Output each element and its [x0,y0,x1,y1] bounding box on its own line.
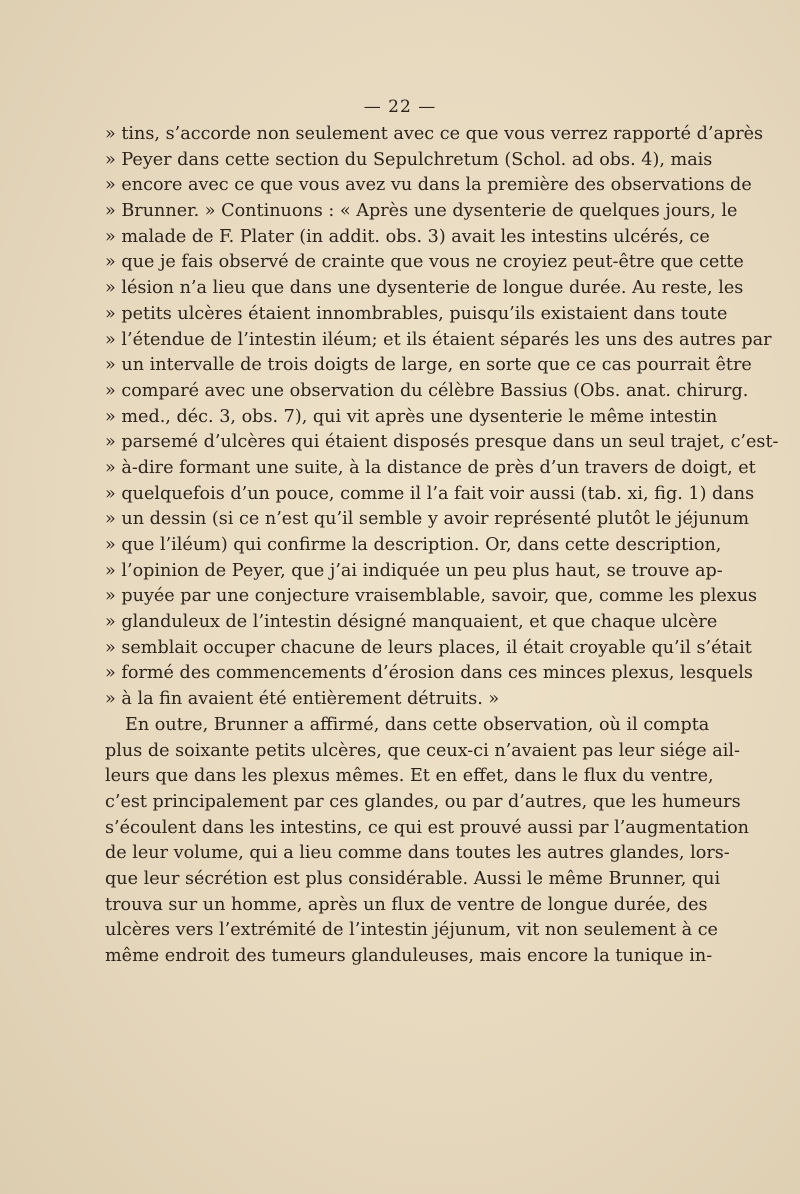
page-number: — 22 — [363,97,437,117]
text-line: s’écoulent dans les intestins, ce qui est prouvé aussi par l’augmentation [105,817,749,838]
text-line: » Brunner. » Continuons : « Après une dysenterie de quelques jours, le [105,201,738,222]
text-line: » un intervalle de trois doigts de large, en sorte que ce cas pourrait être [105,355,752,376]
text-line: » Peyer dans cette section du Sepulchretum (Schol. ad obs. 4), mais [105,149,713,170]
text-line: » tins, s’accorde non seulement avec ce que vous verrez rapporté d’après [105,124,764,144]
text-line: » glanduleux de l’intestin désigné manquaient, et que chaque ulcère [105,612,718,633]
text-line: » que l’iléum) qui confirme la description. Or, dans cette description, [105,535,722,555]
text-line: » que je fais observé de crainte que vous ne croyiez peut-être que cette [105,252,744,273]
text-line: de leur volume, qui a lieu comme dans toutes les autres glandes, lors- [105,843,730,864]
body-text [105,122,779,970]
text-line: c’est principalement par ces glandes, ou par d’autres, que les humeurs [105,791,741,812]
text-line: » comparé avec une observation du célèbre Bassius (Obs. anat. chirurg. [105,380,749,401]
text-line: même endroit des tumeurs glanduleuses, mais encore la tunique in- [105,946,713,966]
text-line: » un dessin (si ce n’est qu’il semble y avoir représenté plutôt le jéjunum [105,509,750,530]
text-line: » parsemé d’ulcères qui étaient disposés presque dans un seul trajet, c’est- [105,432,779,453]
text-line: trouva sur un homme, après un flux de ventre de longue durée, des [105,894,708,915]
text-line: » med., déc. 3, obs. 7), qui vit après une dysenterie le même intestin [105,406,718,427]
text-line: » quelquefois d’un pouce, comme il l’a fait voir aussi (tab. xi, fig. 1) dans [105,483,755,504]
text-line: » lésion n’a lieu que dans une dysenterie de longue durée. Au reste, les [105,278,744,299]
text-line: » formé des commencements d’érosion dans ces minces plexus, lesquels [105,663,753,684]
text-line: » malade de F. Plater (in addit. obs. 3) avait les intestins ulcérés, ce [105,226,710,247]
text-line: ulcères vers l’extrémité de l’intestin jéjunum, vit non seulement à ce [105,920,718,941]
text-line: plus de soixante petits ulcères, que ceux-ci n’avaient pas leur siége ail- [105,740,740,761]
text-line: » à la fin avaient été entièrement détruits. » [105,689,500,710]
text-line: » puyée par une conjecture vraisemblable, savoir, que, comme les plexus [105,586,758,607]
text-line: » encore avec ce que vous avez vu dans la première des observations de [105,175,752,196]
text-line: leurs que dans les plexus mêmes. Et en effet, dans le flux du ventre, [105,766,714,787]
text-line: En outre, Brunner a affirmé, dans cette observation, où il compta [125,714,710,735]
text-line: » l’étendue de l’intestin iléum; et ils étaient séparés les uns des autres par [105,329,772,350]
text-line: » semblait occuper chacune de leurs places, il était croyable qu’il s’était [105,637,752,658]
text-line: » à-dire formant une suite, à la distance de près d’un travers de doigt, et [105,457,756,478]
text-line: » petits ulcères étaient innombrables, puisqu’ils existaient dans toute [105,303,728,324]
text-line: que leur sécrétion est plus considérable. Aussi le même Brunner, qui [105,868,721,889]
text-line: » l’opinion de Peyer, que j’ai indiquée un peu plus haut, se trouve ap- [105,560,723,581]
